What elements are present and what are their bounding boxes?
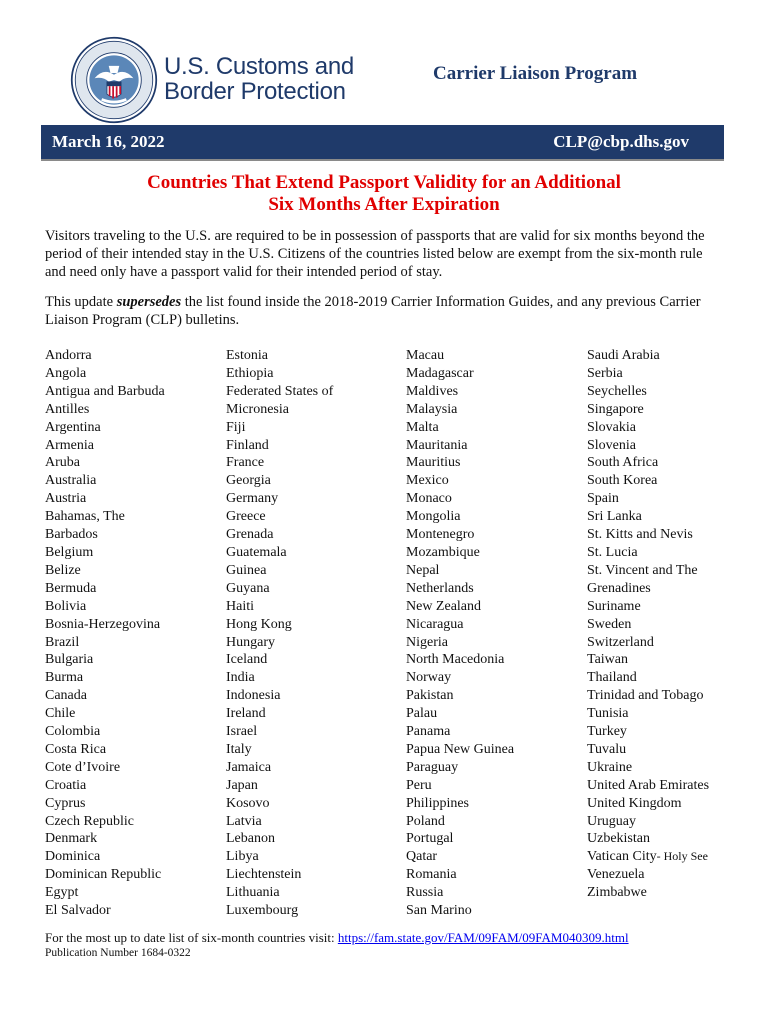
- country-item: Jamaica: [226, 759, 272, 775]
- country-item: Czech Republic: [45, 813, 135, 829]
- country-item: United Kingdom: [587, 795, 682, 811]
- country-item: Malaysia: [406, 401, 458, 417]
- program-name: Carrier Liaison Program: [433, 63, 638, 84]
- country-item: Seychelles: [587, 383, 647, 399]
- country-item: France: [226, 455, 265, 471]
- country-item: Uzbekistan: [587, 831, 650, 847]
- country-item: Pakistan: [406, 688, 454, 704]
- footer-note: [45, 930, 629, 946]
- country-item: Estonia: [226, 348, 268, 363]
- country-item: Guyana: [226, 580, 270, 596]
- country-item: Chile: [45, 706, 76, 722]
- country-item: Nepal: [406, 562, 440, 578]
- country-item: Antigua and Barbuda: [45, 383, 165, 399]
- country-item: Hong Kong: [226, 616, 292, 632]
- country-item: Sweden: [587, 616, 632, 632]
- country-item: Hungary: [226, 634, 275, 650]
- country-item: Slovakia: [587, 419, 636, 435]
- country-item: Panama: [406, 724, 451, 740]
- country-item: Iceland: [226, 652, 268, 668]
- country-item: Latvia: [226, 813, 262, 829]
- country-item: Armenia: [45, 437, 94, 453]
- country-item: St. Vincent and The: [587, 562, 698, 578]
- country-item: Micronesia: [226, 401, 289, 417]
- country-item: Switzerland: [587, 634, 654, 650]
- document-title: [0, 172, 768, 216]
- country-item: United Arab Emirates: [587, 777, 710, 793]
- update-text-after: the list found inside the 2018-2019 Carrier Information Guides, and any previous Carrier Liaison Program (CLP) bulletins.: [45, 294, 701, 328]
- country-item: Bolivia: [45, 598, 87, 614]
- country-item: Palau: [406, 706, 438, 722]
- country-item: Georgia: [226, 473, 271, 489]
- country-item: India: [226, 670, 255, 686]
- dhs-cbp-seal-icon: [70, 36, 158, 124]
- country-item: South Korea: [587, 473, 658, 489]
- country-item: Singapore: [587, 401, 644, 417]
- date-banner: [41, 125, 724, 161]
- country-item: Norway: [406, 670, 452, 686]
- country-item: Mauritania: [406, 437, 468, 453]
- country-item: Serbia: [587, 365, 623, 381]
- country-item: Angola: [45, 365, 87, 381]
- country-item: Mauritius: [406, 455, 461, 471]
- country-item: Japan: [226, 777, 258, 793]
- country-item: Greece: [226, 509, 266, 525]
- country-list: [45, 347, 745, 923]
- country-item: Nicaragua: [406, 616, 464, 632]
- country-item: Haiti: [226, 598, 254, 614]
- country-item: Belgium: [45, 544, 94, 560]
- country-item: Croatia: [45, 777, 87, 793]
- country-item: North Macedonia: [406, 652, 505, 668]
- country-item: Kosovo: [226, 795, 270, 811]
- country-item: Libya: [226, 849, 259, 865]
- country-item: Finland: [226, 437, 269, 453]
- agency-name: [164, 54, 354, 104]
- country-item: Egypt: [45, 885, 79, 901]
- country-item: Costa Rica: [45, 741, 107, 757]
- country-item: Slovenia: [587, 437, 636, 453]
- country-item: Bermuda: [45, 580, 97, 596]
- country-item: Aruba: [45, 455, 80, 471]
- country-item: Lithuania: [226, 885, 280, 901]
- document-header: [0, 0, 768, 120]
- country-item: Burma: [45, 670, 84, 686]
- title-line2: Six Months After Expiration: [268, 194, 500, 215]
- intro-paragraph: Visitors traveling to the U.S. are required to be in possession of passports that are valid for six months beyond the period of their intended stay in the U.S. Citizens of the countries listed below are exempt from the six-month rule and need only have a passport valid for their intended period of stay.: [45, 228, 705, 280]
- country-column-2: [226, 347, 333, 920]
- country-item: Guatemala: [226, 544, 287, 560]
- title-line1: Countries That Extend Passport Validity for an Additional: [147, 172, 621, 193]
- country-item: [587, 848, 709, 866]
- country-item: Dominican Republic: [45, 867, 162, 883]
- country-column-1: [45, 347, 165, 920]
- country-item: Ethiopia: [226, 365, 274, 381]
- country-item: Venezuela: [587, 867, 645, 883]
- country-item: Bosnia-Herzegovina: [45, 616, 161, 632]
- country-item: Qatar: [406, 849, 438, 865]
- country-item: Guinea: [226, 562, 267, 578]
- country-item: Bahamas, The: [45, 509, 125, 525]
- country-item: Russia: [406, 885, 444, 901]
- country-column-3: [406, 347, 514, 920]
- country-item: Liechtenstein: [226, 867, 302, 883]
- country-item: Madagascar: [406, 365, 474, 381]
- country-item: Ireland: [226, 706, 266, 722]
- footer-text: For the most up to date list of six-month countries visit:: [45, 930, 338, 945]
- country-item: Indonesia: [226, 688, 281, 704]
- country-item: Colombia: [45, 724, 101, 740]
- country-item: Cote d’Ivoire: [45, 759, 121, 775]
- country-item: Peru: [406, 777, 432, 793]
- country-item: Netherlands: [406, 580, 474, 596]
- country-item: Portugal: [406, 831, 454, 847]
- country-item: Tuvalu: [587, 741, 627, 757]
- country-item: Barbados: [45, 527, 98, 543]
- country-item: Denmark: [45, 831, 98, 847]
- country-column-4: [587, 347, 709, 902]
- country-item: Cyprus: [45, 795, 86, 811]
- country-item: Mozambique: [406, 544, 480, 560]
- bulletin-date: March 16, 2022: [52, 132, 165, 151]
- country-item: New Zealand: [406, 598, 482, 614]
- agency-name-line2: Border Protection: [164, 78, 346, 105]
- country-item: Poland: [406, 813, 445, 829]
- country-item: Romania: [406, 867, 457, 883]
- update-emphasis: supersedes: [116, 294, 182, 310]
- country-item: Paraguay: [406, 759, 459, 775]
- country-item: Fiji: [226, 419, 246, 435]
- country-item: Andorra: [45, 348, 92, 363]
- update-paragraph: [45, 293, 725, 329]
- country-item: Ukraine: [587, 759, 633, 775]
- country-item: South Africa: [587, 455, 659, 471]
- country-item: Australia: [45, 473, 97, 489]
- country-item: Sri Lanka: [587, 509, 642, 525]
- country-item: Zimbabwe: [587, 885, 647, 901]
- country-item: Macau: [406, 348, 445, 363]
- country-item: El Salvador: [45, 903, 111, 919]
- country-item: Maldives: [406, 383, 459, 399]
- country-item: Brazil: [45, 634, 80, 650]
- country-item: Thailand: [587, 670, 637, 686]
- update-text-before: This update: [45, 294, 117, 310]
- country-item: Malta: [406, 419, 439, 435]
- country-item: Saudi Arabia: [587, 348, 660, 363]
- contact-email: CLP@cbp.dhs.gov: [553, 132, 689, 151]
- agency-name-line1: U.S. Customs and: [164, 53, 354, 80]
- country-item: Turkey: [587, 724, 627, 740]
- country-item: Nigeria: [406, 634, 448, 650]
- country-item: Lebanon: [226, 831, 275, 847]
- country-item: Luxembourg: [226, 903, 299, 919]
- fam-link[interactable]: https://fam.state.gov/FAM/09FAM/09FAM040309.html: [337, 930, 629, 945]
- publication-number: Publication Number 1684-0322: [45, 947, 191, 959]
- country-item: Israel: [226, 724, 258, 740]
- country-item: Papua New Guinea: [406, 741, 515, 757]
- country-item: Tunisia: [587, 706, 629, 722]
- country-item: Austria: [45, 491, 87, 507]
- country-item-main: Vatican City: [587, 849, 657, 865]
- country-item: Italy: [226, 741, 252, 757]
- country-item: Spain: [587, 491, 619, 507]
- country-item: Trinidad and Tobago: [587, 688, 704, 704]
- country-item: St. Kitts and Nevis: [587, 527, 693, 543]
- country-item: Mexico: [406, 473, 449, 489]
- country-item: San Marino: [406, 903, 472, 919]
- country-item: Mongolia: [406, 509, 461, 525]
- country-item: St. Lucia: [587, 544, 638, 560]
- country-item: Uruguay: [587, 813, 636, 829]
- country-item: Belize: [45, 562, 81, 578]
- country-item: Bulgaria: [45, 652, 94, 668]
- country-item: Taiwan: [587, 652, 629, 668]
- country-item: Argentina: [45, 419, 101, 435]
- country-item: Grenada: [226, 527, 274, 543]
- country-item: Suriname: [587, 598, 641, 614]
- country-item: Canada: [45, 688, 87, 704]
- country-item: Philippines: [406, 795, 470, 811]
- country-item: Monaco: [406, 491, 452, 507]
- country-item: Montenegro: [406, 527, 475, 543]
- country-item: Federated States of: [226, 383, 334, 399]
- country-item: Antilles: [45, 401, 90, 417]
- country-item: Dominica: [45, 849, 101, 865]
- country-item: Grenadines: [587, 580, 651, 596]
- country-item-suffix: - Holy See: [656, 849, 708, 864]
- country-item: Germany: [226, 491, 279, 507]
